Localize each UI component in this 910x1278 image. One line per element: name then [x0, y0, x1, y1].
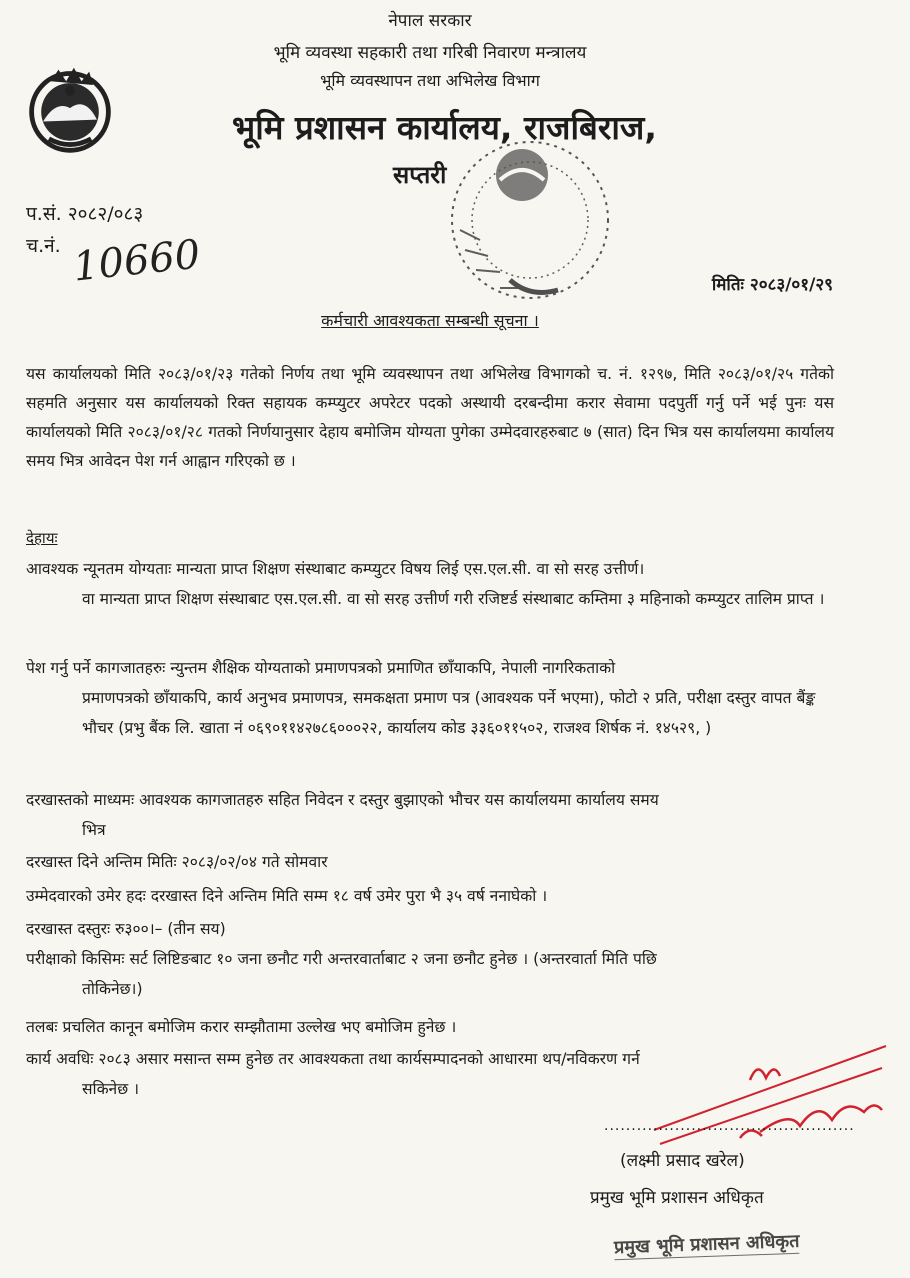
department-name: भूमि व्यवस्थापन तथा अभिलेख विभाग: [320, 71, 540, 90]
item-continuation: प्रमाणपत्रको छाँयाकपि, कार्य अनुभव प्रमाणपत्र, समकक्षता प्रमाण पत्र (आवश्यक पर्ने भएमा), फोटो २ प्रति, परीक्षा दस्तुर वापत बैंङ्क भौचर (प्रभु बैंक लि. खाता नं ०६९०११४२७८६०००२२, कार्यालय कोड ३३६०११५०२, राजश्व शिर्षक नं. १४५२९, ): [82, 689, 816, 737]
requirement-salary: [26, 1012, 838, 1042]
item-first-line: आवश्यक न्यूनतम योग्यताः मान्यता प्राप्त शिक्षण संस्थाबाट कम्प्युटर विषय लिई एस.एल.सी. वा सो सरह उत्तीर्ण।: [26, 560, 645, 578]
office-seal-icon: [440, 130, 620, 310]
item-first-line: परीक्षाको किसिमः सर्ट लिष्टिङबाट १० जना छनौट गरी अन्तरवार्ताबाट २ जना छनौट हुनेछ । (अन्तरवार्ता मिति पछि: [26, 950, 657, 968]
signatory-title: प्रमुख भूमि प्रशासन अधिकृत: [590, 1188, 764, 1208]
item-first-line: दरखास्तको माध्यमः आवश्यक कागजातहरु सहित निवेदन र दस्तुर बुझाएको भौचर यस कार्यालयमा कार्यालय समय: [26, 791, 659, 809]
ministry-name: भूमि व्यवस्था सहकारी तथा गरिबी निवारण मन्त्रालय: [273, 43, 587, 63]
item-first-line: दरखास्त दिने अन्तिम मितिः २०८३/०२/०४ गते सोमवार: [26, 853, 328, 871]
requirement-minimum-qualification: [26, 554, 838, 614]
notice-body-paragraph: यस कार्यालयको मिति २०८३/०१/२३ गतेको निर्णय तथा भूमि व्यवस्थापन तथा अभिलेख विभागको च. नं. १२९७, मिति २०८३/०१/२५ गतेको सहमति अनुसार यस कार्यालयको रिक्त सहायक कम्प्युटर अपरेटर पदको अस्थायी दरबन्दीमा करार सेवामा पदपुर्ती गर्नु पर्ने भई पुनः यस कार्यालयको मिति २०८३/०१/२८ गतको निर्णयानुसार देहाय बमोजिम योग्यता पुगेका उम्मेदवारहरुबाट ७ (सात) दिन भित्र यस कार्यालयमा कार्यालय समय भित्र आवेदन पेश गर्न आह्वान गरिएको छ ।: [26, 365, 834, 470]
requirement-fee: [26, 914, 838, 944]
item-continuation: तोकिनेछ।): [82, 980, 143, 998]
chalan-number-handwritten: 10660: [70, 231, 203, 291]
section-title: देहायः: [26, 529, 58, 547]
requirement-exam-type: [26, 944, 838, 1004]
government-name: नेपाल सरकार: [388, 11, 472, 31]
item-continuation: भित्र: [82, 821, 106, 839]
item-continuation: सकिनेछ ।: [82, 1080, 140, 1098]
subject-text: कर्मचारी आवश्यकता सम्बन्धी सूचना ।: [321, 311, 539, 330]
item-first-line: तलबः प्रचलित कानून बमोजिम करार सम्झौतामा उल्लेख भए बमोजिम हुनेछ ।: [26, 1018, 457, 1036]
item-continuation: वा मान्यता प्राप्त शिक्षण संस्थाबाट एस.एल.सी. वा सो सरह उत्तीर्ण गरी रजिष्टर्ड संस्थाबाट कम्तिमा ३ महिनाको कम्प्युटर तालिम प्राप्त ।: [82, 590, 825, 608]
chalan-label: च.नं.: [26, 235, 61, 257]
signatory-name: (लक्ष्मी प्रसाद खरेल): [620, 1151, 745, 1171]
requirement-application-medium: [26, 785, 838, 845]
requirement-deadline: [26, 847, 838, 877]
reference-number: प.सं. २०८२/०८३: [26, 203, 144, 225]
signature-line: ..............................................: [604, 1118, 855, 1134]
district-name: सप्तरी: [393, 161, 447, 189]
requirement-age-limit: [26, 881, 838, 911]
requirement-documents: [26, 653, 838, 743]
notice-date: मितिः २०८३/०१/२९: [711, 275, 833, 295]
item-first-line: दरखास्त दस्तुरः रु३००।– (तीन सय): [26, 920, 226, 938]
item-first-line: पेश गर्नु पर्ने कागजातहरुः न्युन्तम शैक्षिक योग्यताको प्रमाणपत्रको प्रमाणित छाँयाकपि, नेपाली नागरिकताको: [26, 659, 616, 677]
notice-subject: [0, 309, 860, 331]
item-first-line: कार्य अवधिः २०८३ असार मसान्त सम्म हुनेछ तर आवश्यकता तथा कार्यसम्पादनको आधारमा थप/नविकरण गर्न: [26, 1050, 640, 1068]
designation-stamp: प्रमुख भूमि प्रशासन अधिकृत: [613, 1230, 800, 1259]
office-name: भूमि प्रशासन कार्यालय, राजबिराज,: [232, 108, 657, 147]
item-first-line: उम्मेदवारको उमेर हदः दरखास्त दिने अन्तिम मिति सम्म १८ वर्ष उमेर पुरा भै ३५ वर्ष ननाघेको ।: [26, 887, 548, 905]
